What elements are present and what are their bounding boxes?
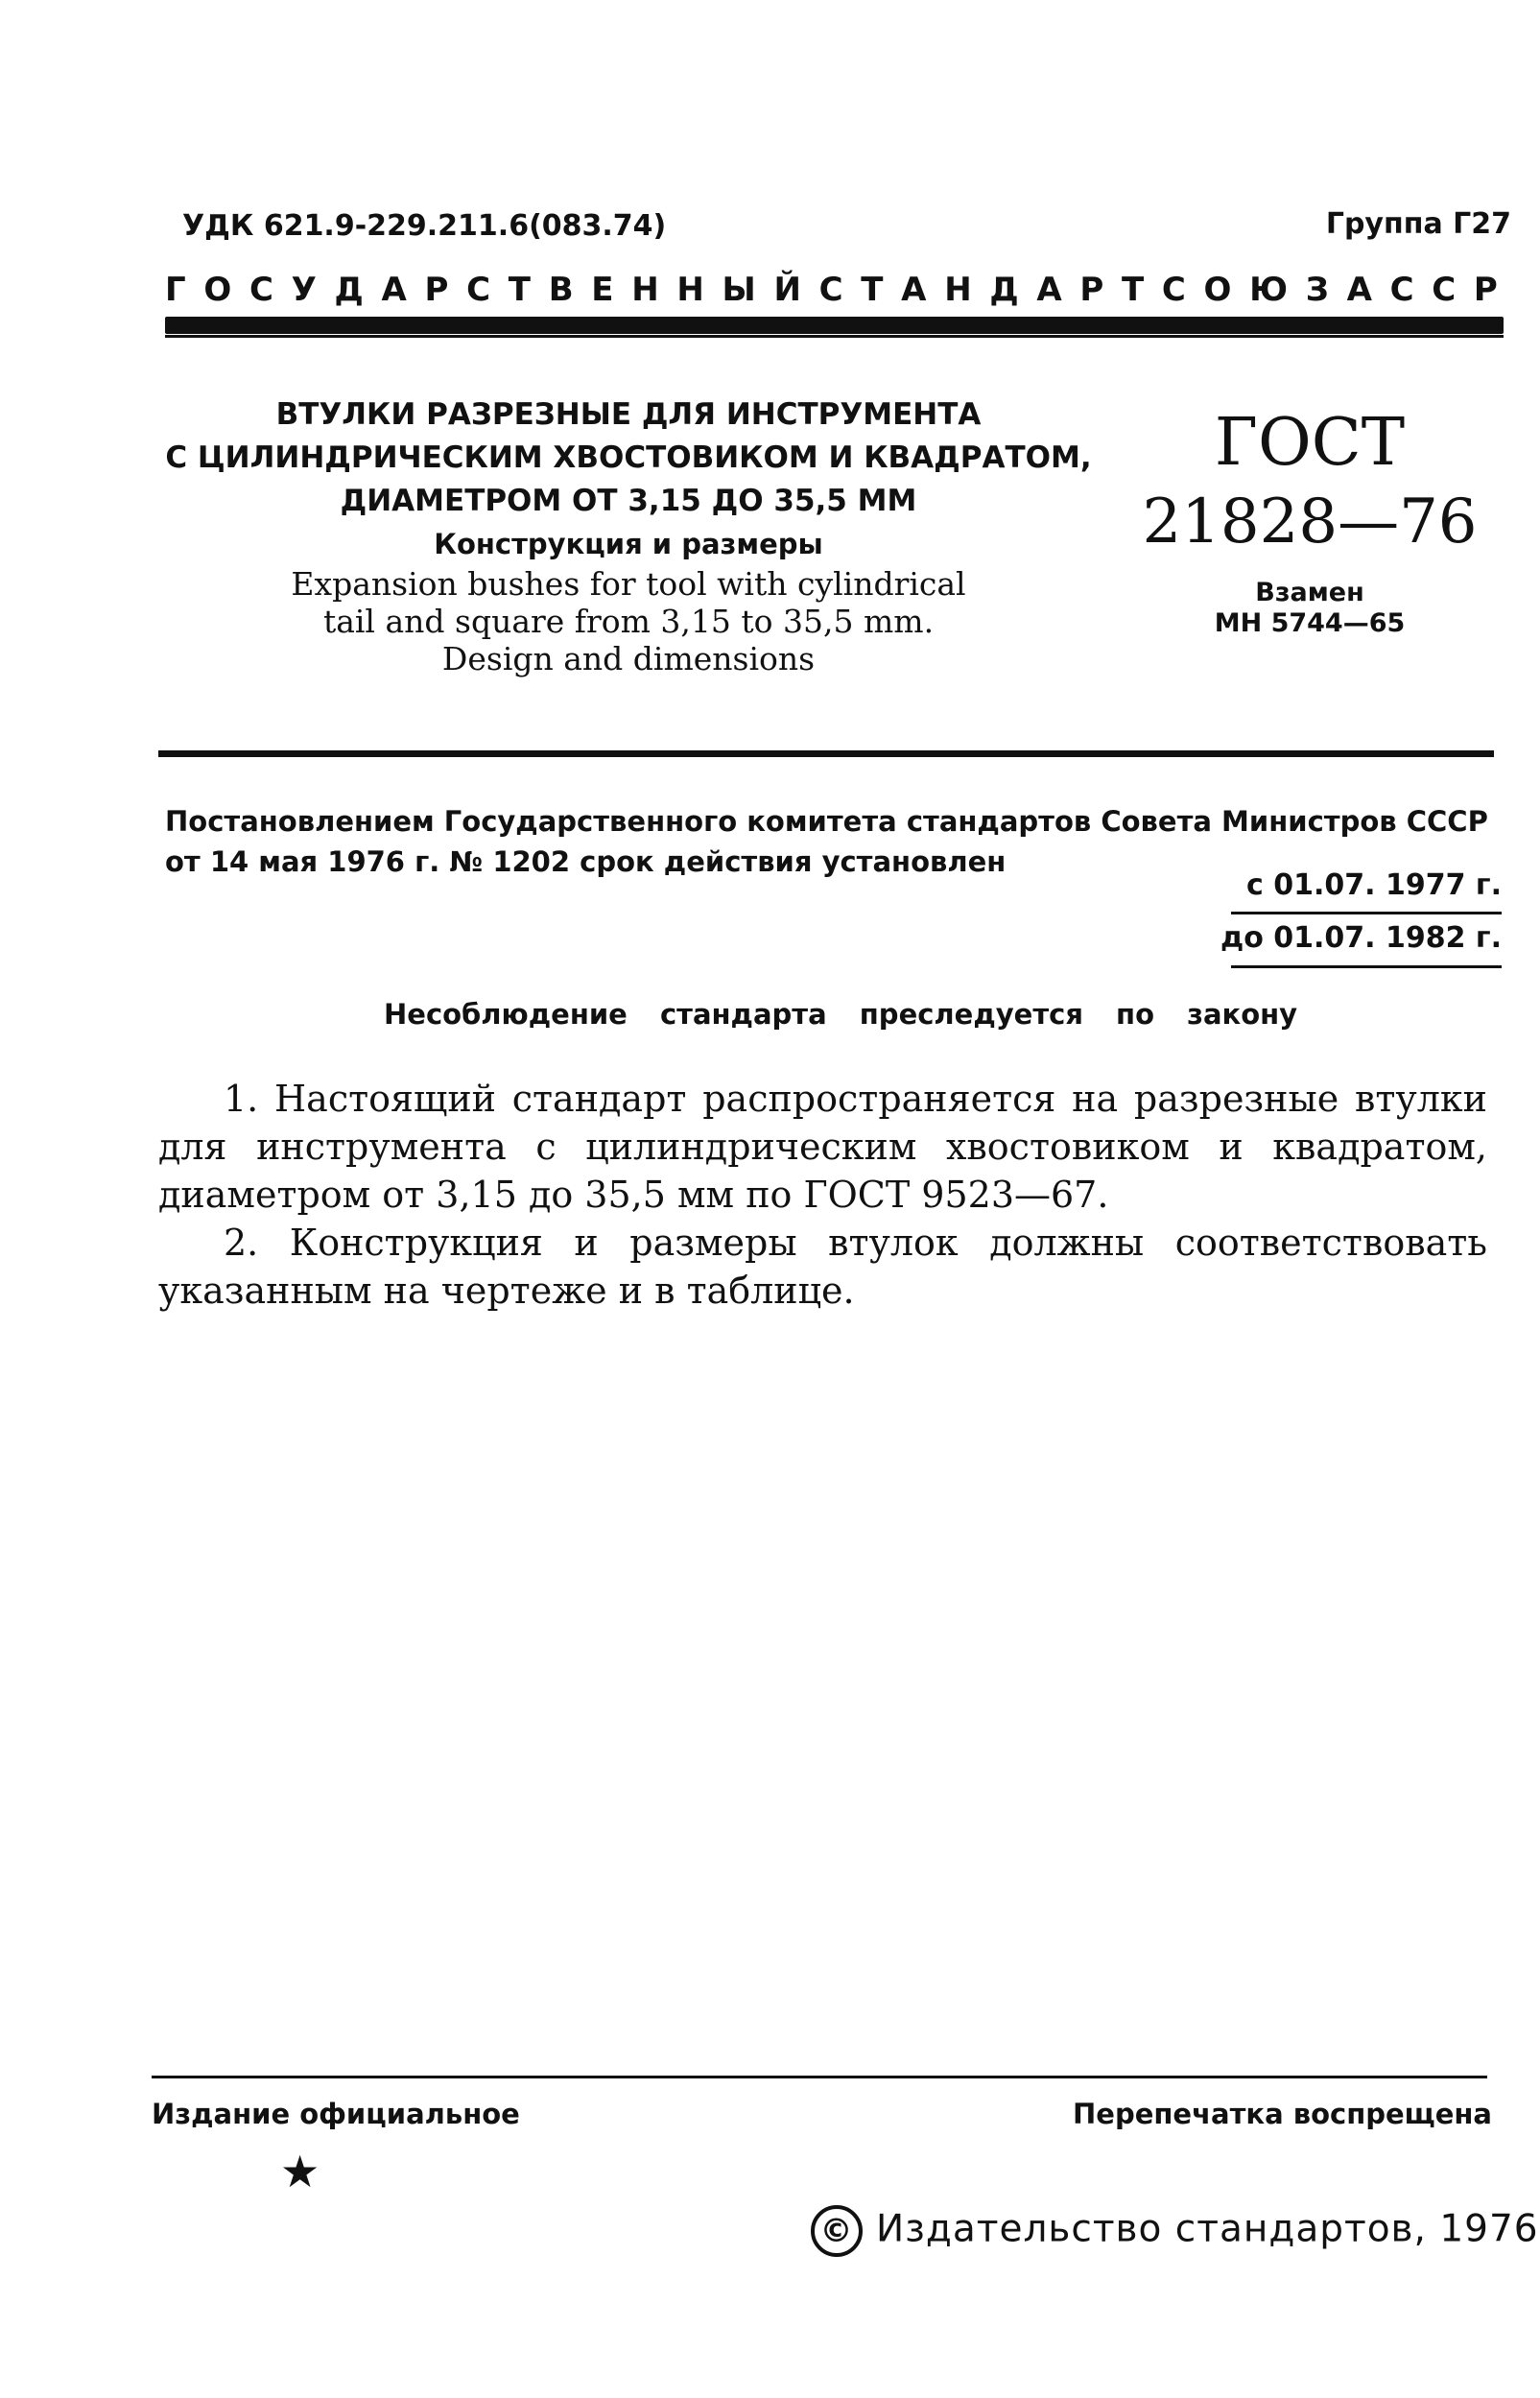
reprint-prohibited: Перепечатка воспрещена <box>1073 2098 1492 2130</box>
group-code: Группа Г27 <box>1325 207 1511 241</box>
banner-word-1: ГОСУДАРСТВЕННЫЙ <box>165 271 819 309</box>
banner-word-4: ССР <box>1389 271 1516 309</box>
valid-from-rule <box>1231 912 1502 914</box>
copyright-icon: © <box>811 2205 863 2257</box>
replaces-label: Взамен <box>1255 578 1364 607</box>
gost-name: ГОСТ <box>1214 405 1406 481</box>
title-en-line-3: Design and dimensions <box>441 640 816 677</box>
udk-code: УДК 621.9-229.211.6(083.74) <box>182 209 667 243</box>
title-ru-line-1: ВТУЛКИ РАЗРЕЗНЫЕ ДЛЯ ИНСТРУМЕНТА <box>275 397 982 432</box>
star-icon: ★ <box>280 2146 320 2197</box>
valid-to: до 01.07. 1982 г. <box>1220 921 1502 955</box>
decree-text: Постановлением Государственного комитета стандартов Совета Министров СССР от 14 мая 1976 г. № 1202 срок действия установлен <box>165 805 1488 878</box>
gost-number: 21828—76 <box>1142 487 1478 558</box>
legal-warning: Несоблюдение стандарта преследуется по закону <box>384 998 1298 1031</box>
document-body <box>158 1075 1487 1315</box>
valid-to-rule <box>1231 965 1502 968</box>
footer-rule <box>152 2076 1487 2078</box>
gost-designation <box>1127 403 1492 639</box>
title-en-line-1: Expansion bushes for tool with cylindrical <box>291 565 966 603</box>
title-separator-rule <box>158 750 1494 757</box>
banner-word-2: СТАНДАРТ <box>818 271 1162 309</box>
replaces-standard: МН 5744—65 <box>1214 608 1406 638</box>
valid-from: с 01.07. 1977 г. <box>1246 868 1502 902</box>
document-title <box>144 393 1113 677</box>
official-edition: Издание официальное <box>152 2098 520 2130</box>
publisher-line <box>811 2205 1539 2257</box>
title-subtitle: Конструкция и размеры <box>434 528 823 560</box>
paragraph-1: 1. Настоящий стандарт распространяется на разрезные втулки для инструмента с цилиндрическим хвостовиком и квадратом, диаметром от 3,15 до 35,5 мм по ГОСТ 9523—67. <box>158 1078 1487 1216</box>
title-en-line-2: tail and square from 3,15 to 35,5 mm. <box>322 603 935 640</box>
title-ru-line-2: С ЦИЛИНДРИЧЕСКИМ ХВОСТОВИКОМ И КВАДРАТОМ, <box>165 440 1092 475</box>
publisher-name: Издательство стандартов, 1976 <box>876 2207 1539 2251</box>
header-thick-rule <box>165 317 1504 334</box>
header-thin-rule <box>165 335 1504 338</box>
title-ru-line-3: ДИАМЕТРОМ ОТ 3,15 ДО 35,5 ММ <box>340 484 917 518</box>
paragraph-2: 2. Конструкция и размеры втулок должны соответствовать указанным на чертеже и в таблице. <box>158 1222 1487 1312</box>
banner-word-3: СОЮЗА <box>1161 271 1390 309</box>
state-standard-banner <box>165 271 1516 309</box>
